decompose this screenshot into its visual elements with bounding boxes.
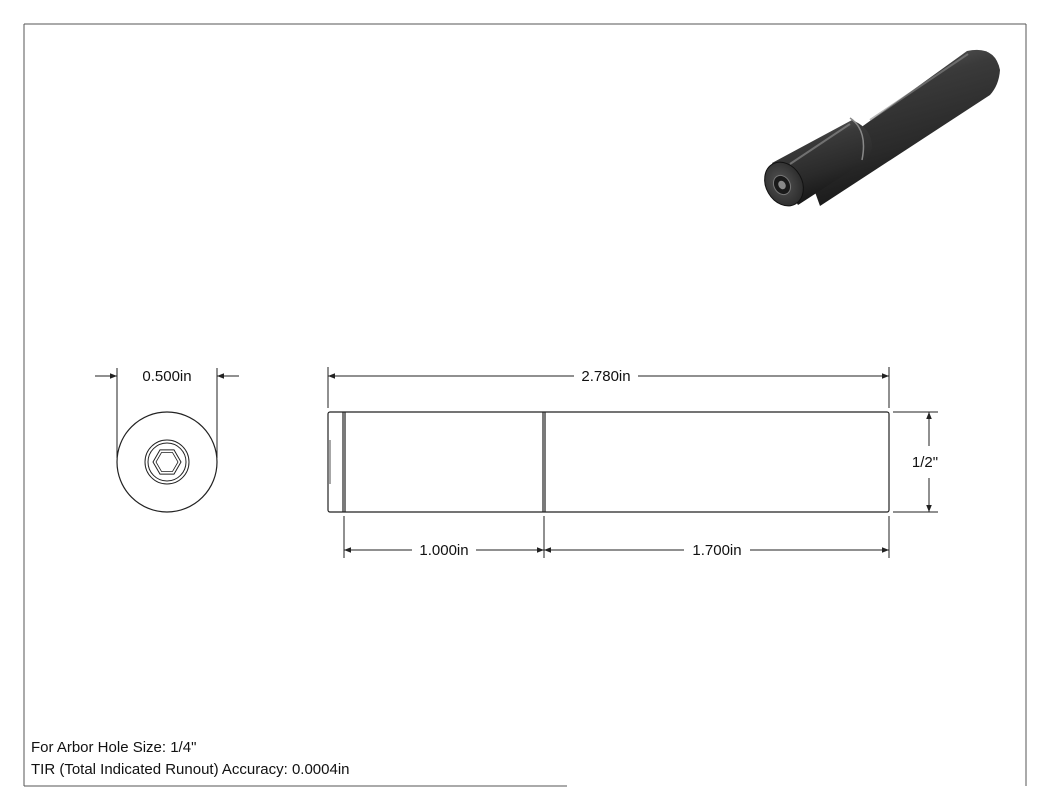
- diameter-label: 0.500in: [142, 368, 192, 385]
- hex-socket-icon: [153, 450, 181, 474]
- end-view: [117, 412, 217, 512]
- section-2-length-label: 1.700in: [692, 542, 742, 559]
- section-1-length-label: 1.000in: [419, 542, 469, 559]
- tir-accuracy-note: TIR (Total Indicated Runout) Accuracy: 0.0004in: [31, 761, 350, 778]
- arbor-hole-note: For Arbor Hole Size: 1/4": [31, 739, 197, 756]
- height-label: 1/2": [911, 454, 939, 471]
- side-view: [328, 412, 889, 512]
- overall-length-label: 2.780in: [581, 368, 631, 385]
- isometric-render: [757, 50, 1000, 213]
